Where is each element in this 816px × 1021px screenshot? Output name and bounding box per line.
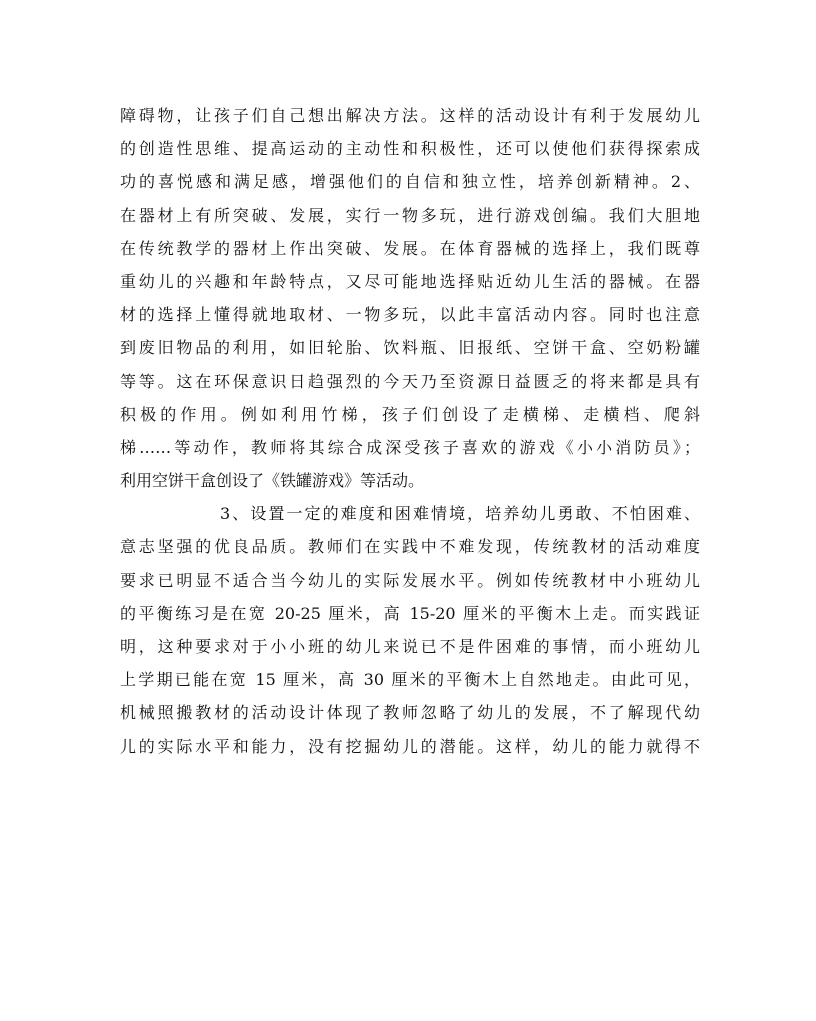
body-text [120, 99, 700, 763]
text-line: 要求已明显不适合当今幼儿的实际发展水平。例如传统教材中小班幼儿 [120, 570, 700, 590]
text-line: 利用空饼干盒创设了《铁罐游戏》等活动。 [120, 471, 425, 491]
text-line: 功的喜悦感和满足感，增强他们的自信和独立性，培养创新精神。2、 [120, 172, 700, 192]
text-line: 重幼儿的兴趣和年龄特点，又尽可能地选择贴近幼儿生活的器械。在器 [120, 271, 700, 291]
text-line: 儿的实际水平和能力，没有挖掘幼儿的潜能。这样，幼儿的能力就得不 [120, 736, 700, 756]
text-line: 机械照搬教材的活动设计体现了教师忽略了幼儿的发展，不了解现代幼 [120, 703, 700, 723]
text-line: 等等。这在环保意识日趋强烈的今天乃至资源日益匮乏的将来都是具有 [120, 371, 700, 391]
text-line: 积极的作用。例如利用竹梯，孩子们创设了走横梯、走横档、爬斜 [120, 404, 700, 424]
text-line: 材的选择上懂得就地取材、一物多玩，以此丰富活动内容。同时也注意 [120, 305, 700, 325]
text-line: 在器材上有所突破、发展，实行一物多玩，进行游戏创编。我们大胆地 [120, 205, 700, 225]
text-line: 的平衡练习是在宽 20-25 厘米，高 15-20 厘米的平衡木上走。而实践证 [120, 603, 700, 623]
text-line: 明，这种要求对于小小班的幼儿来说已不是件困难的事情，而小班幼儿 [120, 637, 700, 656]
text-line: 上学期已能在宽 15 厘米，高 30 厘米的平衡木上自然地走。由此可见， [120, 670, 700, 690]
paragraph-start-line: 3、设置一定的难度和困难情境，培养幼儿勇敢、不怕困难、 [220, 504, 700, 524]
text-line: 意志坚强的优良品质。教师们在实践中不难发现，传统教材的活动难度 [120, 537, 700, 557]
text-line: 梯……等动作，教师将其综合成深受孩子喜欢的游戏《小小消防员》； [120, 437, 700, 457]
text-line: 到废旧物品的利用，如旧轮胎、饮料瓶、旧报纸、空饼干盒、空奶粉罐 [120, 338, 700, 358]
text-line: 障碍物，让孩子们自己想出解决方法。这样的活动设计有利于发展幼儿 [120, 106, 700, 125]
text-line: 的创造性思维、提高运动的主动性和积极性，还可以使他们获得探索成 [120, 139, 700, 159]
text-line: 在传统教学的器材上作出突破、发展。在体育器械的选择上，我们既尊 [120, 238, 700, 258]
